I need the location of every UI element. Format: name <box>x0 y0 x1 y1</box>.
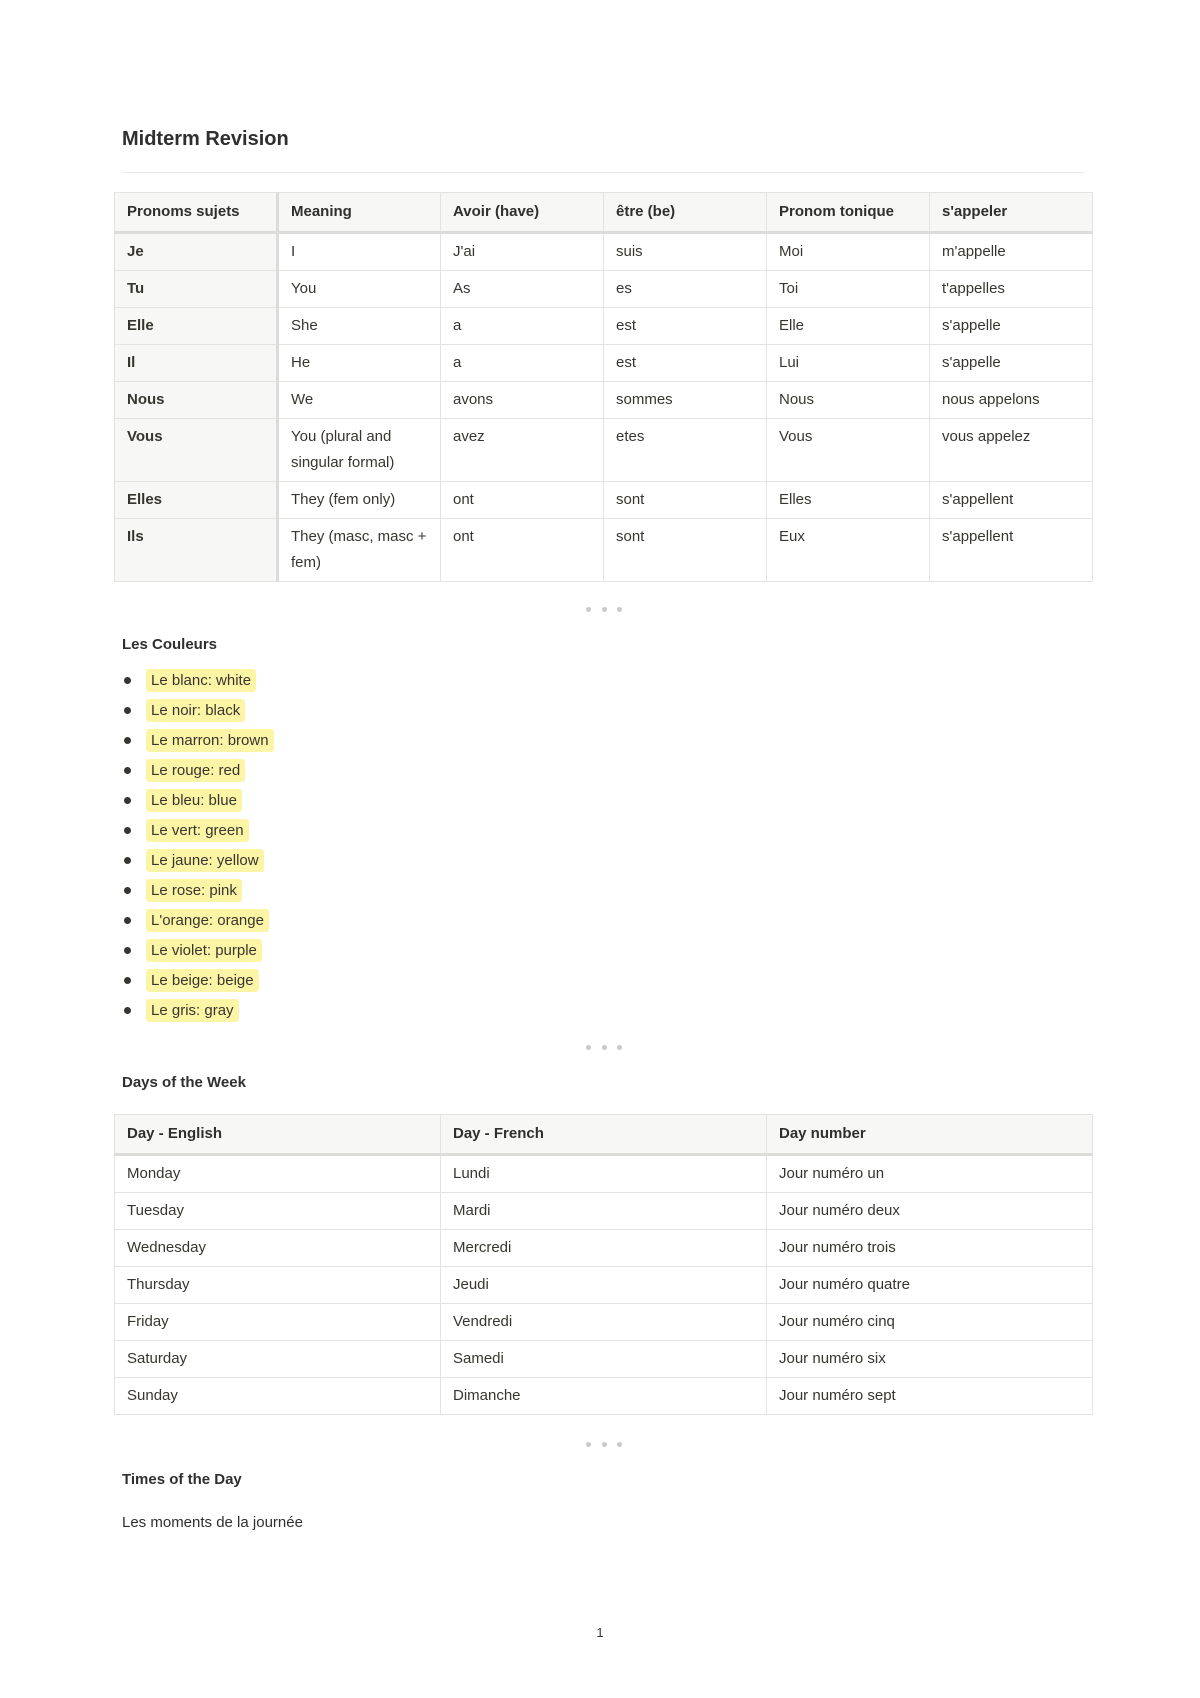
table-cell: etes <box>604 419 767 482</box>
table-cell: As <box>441 271 604 308</box>
bullet-icon <box>124 857 131 864</box>
table-cell: Vendredi <box>441 1304 767 1341</box>
table-cell: est <box>604 345 767 382</box>
table-cell: vous appelez <box>930 419 1093 482</box>
table-cell: s'appelle <box>930 308 1093 345</box>
subject-pronoun-cell: Vous <box>115 419 278 482</box>
table-cell: Vous <box>767 419 930 482</box>
table-cell: Toi <box>767 271 930 308</box>
list-item <box>122 905 274 935</box>
table-cell: Jour numéro trois <box>767 1230 1093 1267</box>
highlighted-color-text: Le beige: beige <box>146 969 259 992</box>
section-divider <box>586 1442 622 1448</box>
highlighted-color-text: Le noir: black <box>146 699 245 722</box>
table-cell: est <box>604 308 767 345</box>
section-divider <box>586 607 622 613</box>
times-subtitle: Les moments de la journée <box>122 1514 303 1531</box>
table-cell: Saturday <box>115 1341 441 1378</box>
table-cell: Elles <box>767 482 930 519</box>
table-cell: Jour numéro deux <box>767 1193 1093 1230</box>
bullet-icon <box>124 977 131 984</box>
table-row <box>115 345 1093 382</box>
list-item <box>122 875 274 905</box>
column-header: Meaning <box>278 193 441 233</box>
list-item <box>122 845 274 875</box>
table-cell: avons <box>441 382 604 419</box>
table-cell: Moi <box>767 233 930 271</box>
column-header: Pronoms sujets <box>115 193 278 233</box>
table-cell: J'ai <box>441 233 604 271</box>
table-row <box>115 519 1093 582</box>
table-row <box>115 382 1093 419</box>
table-cell: They (fem only) <box>278 482 441 519</box>
highlighted-color-text: Le rose: pink <box>146 879 242 902</box>
table-cell: t'appelles <box>930 271 1093 308</box>
table-cell: Jour numéro sept <box>767 1378 1093 1415</box>
table-cell: Wednesday <box>115 1230 441 1267</box>
table-cell: s'appelle <box>930 345 1093 382</box>
table-cell: Samedi <box>441 1341 767 1378</box>
table-cell: sommes <box>604 382 767 419</box>
table-cell: They (masc, masc + fem) <box>278 519 441 582</box>
list-item <box>122 815 274 845</box>
highlighted-color-text: Le violet: purple <box>146 939 262 962</box>
bullet-icon <box>124 797 131 804</box>
table-cell: Jour numéro six <box>767 1341 1093 1378</box>
column-header: être (be) <box>604 193 767 233</box>
table-row <box>115 308 1093 345</box>
subject-pronoun-cell: Elles <box>115 482 278 519</box>
table-cell: Jour numéro cinq <box>767 1304 1093 1341</box>
table-cell: a <box>441 345 604 382</box>
colors-heading: Les Couleurs <box>122 636 218 653</box>
table-cell: Eux <box>767 519 930 582</box>
table-cell: ont <box>441 519 604 582</box>
column-header: Day number <box>767 1115 1093 1155</box>
table-cell: Sunday <box>115 1378 441 1415</box>
column-header: Day - English <box>115 1115 441 1155</box>
table-header-row <box>115 193 1093 233</box>
table-cell: Elle <box>767 308 930 345</box>
column-header: Day - French <box>441 1115 767 1155</box>
table-cell: Mercredi <box>441 1230 767 1267</box>
subject-pronoun-cell: Tu <box>115 271 278 308</box>
highlighted-color-text: Le bleu: blue <box>146 789 242 812</box>
table-cell: Mardi <box>441 1193 767 1230</box>
bullet-icon <box>124 737 131 744</box>
subject-pronoun-cell: Nous <box>115 382 278 419</box>
table-row <box>115 482 1093 519</box>
table-cell: Tuesday <box>115 1193 441 1230</box>
table-row <box>115 1155 1093 1193</box>
title-divider <box>122 172 1084 173</box>
table-cell: Jour numéro un <box>767 1155 1093 1193</box>
table-cell: Jour numéro quatre <box>767 1267 1093 1304</box>
table-cell: We <box>278 382 441 419</box>
highlighted-color-text: Le blanc: white <box>146 669 256 692</box>
section-divider <box>586 1045 622 1051</box>
subject-pronoun-cell: Il <box>115 345 278 382</box>
table-cell: I <box>278 233 441 271</box>
highlighted-color-text: Le jaune: yellow <box>146 849 264 872</box>
table-cell: s'appellent <box>930 482 1093 519</box>
bullet-icon <box>124 767 131 774</box>
bullet-icon <box>124 707 131 714</box>
list-item <box>122 665 274 695</box>
table-cell: sont <box>604 519 767 582</box>
table-cell: Nous <box>767 382 930 419</box>
list-item <box>122 995 274 1025</box>
table-row <box>115 1230 1093 1267</box>
list-item <box>122 965 274 995</box>
column-header: Avoir (have) <box>441 193 604 233</box>
bullet-icon <box>124 917 131 924</box>
table-cell: He <box>278 345 441 382</box>
table-cell: a <box>441 308 604 345</box>
table-cell: sont <box>604 482 767 519</box>
page-number: 1 <box>596 1625 604 1640</box>
days-heading: Days of the Week <box>122 1074 246 1091</box>
table-cell: s'appellent <box>930 519 1093 582</box>
table-cell: Jeudi <box>441 1267 767 1304</box>
table-row <box>115 419 1093 482</box>
list-item <box>122 755 274 785</box>
bullet-icon <box>124 887 131 894</box>
bullet-icon <box>124 827 131 834</box>
highlighted-color-text: Le vert: green <box>146 819 249 842</box>
table-cell: Lundi <box>441 1155 767 1193</box>
list-item <box>122 935 274 965</box>
table-cell: Monday <box>115 1155 441 1193</box>
table-cell: You <box>278 271 441 308</box>
table-row <box>115 1304 1093 1341</box>
table-header-row <box>115 1115 1093 1155</box>
table-cell: Thursday <box>115 1267 441 1304</box>
highlighted-color-text: Le rouge: red <box>146 759 245 782</box>
subject-pronoun-cell: Je <box>115 233 278 271</box>
colors-list <box>122 665 274 1025</box>
table-row <box>115 1267 1093 1304</box>
table-cell: She <box>278 308 441 345</box>
table-cell: nous appelons <box>930 382 1093 419</box>
pronoun-table <box>114 192 1093 582</box>
subject-pronoun-cell: Elle <box>115 308 278 345</box>
table-row <box>115 233 1093 271</box>
table-row <box>115 271 1093 308</box>
times-heading: Times of the Day <box>122 1471 242 1488</box>
table-cell: Lui <box>767 345 930 382</box>
days-table <box>114 1114 1093 1415</box>
table-cell: ont <box>441 482 604 519</box>
table-cell: You (plural and singular formal) <box>278 419 441 482</box>
table-cell: suis <box>604 233 767 271</box>
table-row <box>115 1378 1093 1415</box>
table-cell: es <box>604 271 767 308</box>
highlighted-color-text: L'orange: orange <box>146 909 269 932</box>
list-item <box>122 725 274 755</box>
table-cell: avez <box>441 419 604 482</box>
bullet-icon <box>124 1007 131 1014</box>
column-header: s'appeler <box>930 193 1093 233</box>
table-cell: m'appelle <box>930 233 1093 271</box>
highlighted-color-text: Le gris: gray <box>146 999 239 1022</box>
subject-pronoun-cell: Ils <box>115 519 278 582</box>
list-item <box>122 785 274 815</box>
highlighted-color-text: Le marron: brown <box>146 729 274 752</box>
list-item <box>122 695 274 725</box>
bullet-icon <box>124 947 131 954</box>
table-cell: Dimanche <box>441 1378 767 1415</box>
table-row <box>115 1341 1093 1378</box>
table-row <box>115 1193 1093 1230</box>
bullet-icon <box>124 677 131 684</box>
table-cell: Friday <box>115 1304 441 1341</box>
column-header: Pronom tonique <box>767 193 930 233</box>
page-title: Midterm Revision <box>122 128 289 150</box>
